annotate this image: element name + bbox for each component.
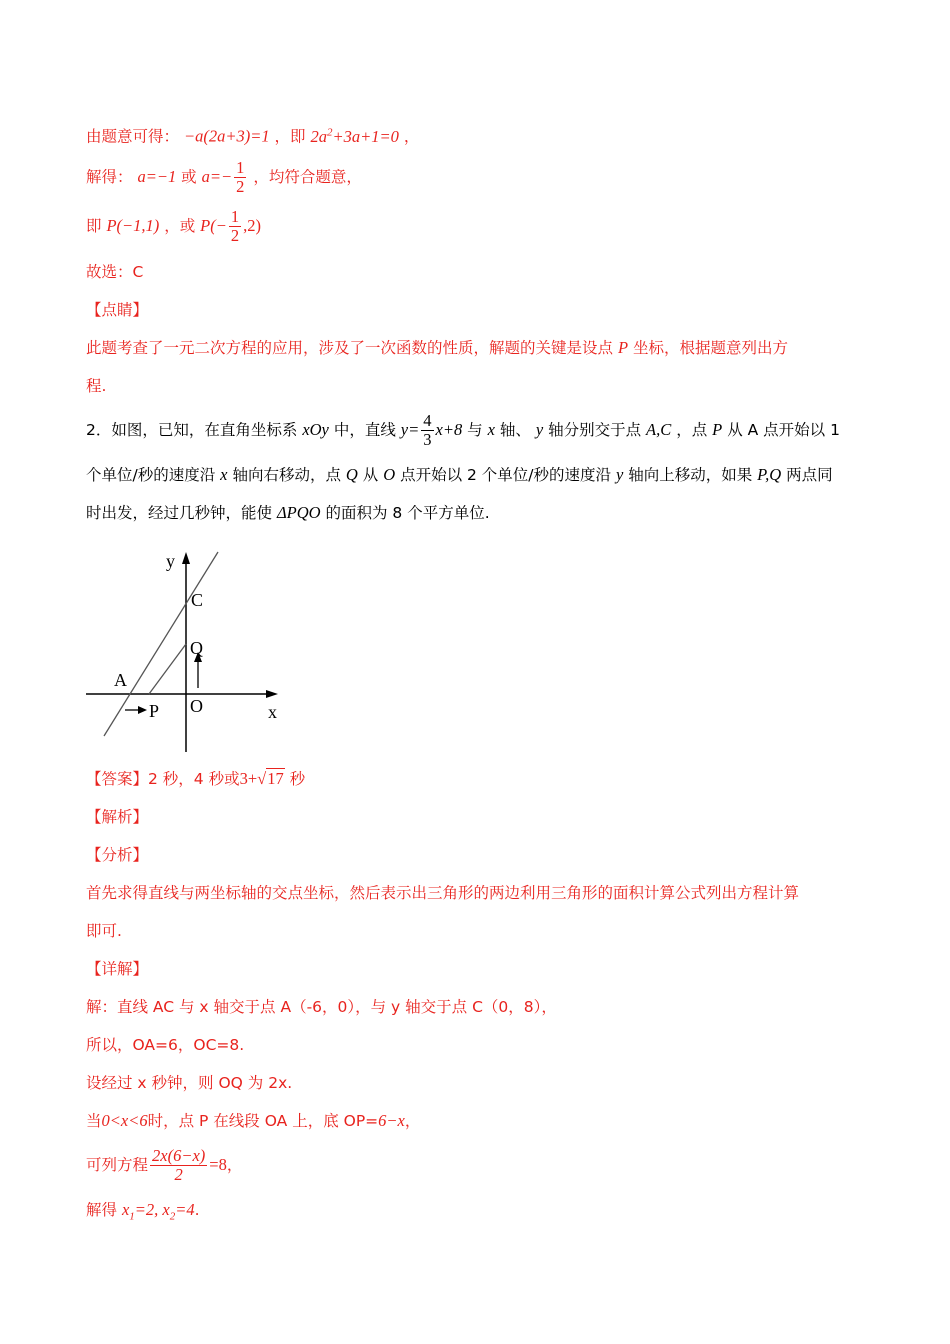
label-c: C	[191, 590, 204, 610]
fraction	[229, 208, 241, 245]
question-line-2	[86, 464, 833, 486]
denominator: 3	[423, 430, 432, 449]
comment-line-2: 程.	[86, 377, 107, 395]
detail-line-1: 解：直线 AC 与 x 轴交于点 A（-6，0），与 y 轴交于点 C（0，8），	[86, 998, 557, 1016]
comment-line-1	[86, 337, 788, 359]
section-xiangjie: 【详解】	[86, 960, 149, 978]
fraction	[150, 1147, 207, 1184]
eq-exponent: 2	[327, 126, 333, 138]
text: ，	[404, 1112, 421, 1130]
detail-line-5	[86, 1145, 242, 1185]
var: P,Q	[757, 465, 782, 484]
x-axis-arrow	[266, 690, 278, 698]
solution-line-3	[86, 206, 261, 246]
text: ，点	[676, 421, 708, 439]
point: P(−	[200, 216, 227, 235]
var: x	[487, 420, 495, 439]
numerator: 2x(6−x)	[152, 1146, 206, 1165]
text: ，均符合题意，	[253, 168, 362, 186]
text: 轴向右移动，点	[232, 466, 341, 484]
subscript: 1	[129, 1210, 135, 1223]
detail-line-3: 设经过 x 秒钟，则 OQ 为 2x.	[86, 1074, 293, 1092]
p-arrow-icon	[138, 706, 147, 714]
text: 可列方程	[86, 1156, 149, 1174]
eq-part: +3a+1=0	[332, 126, 399, 146]
var: P	[712, 420, 723, 439]
text: ，即	[274, 127, 306, 146]
text: ，	[403, 127, 420, 146]
equation: −a(2a+3)=1	[183, 126, 270, 146]
equation	[311, 127, 399, 146]
text: 解得	[86, 1201, 118, 1219]
section-jiexi: 【解析】	[86, 808, 149, 826]
section-fenxi: 【分析】	[86, 846, 149, 864]
text: 时，点 P 在线段 OA 上，底 OP=	[147, 1112, 379, 1130]
text: 2．如图，已知，在直角坐标系	[86, 421, 298, 439]
equation: a=−	[201, 167, 233, 186]
y-axis-arrow	[182, 552, 190, 564]
var: x	[121, 1200, 130, 1219]
equation: y=	[400, 420, 420, 439]
text: 个单位/秒的速度沿	[86, 466, 216, 484]
text: ，	[226, 1156, 243, 1174]
label-a: A	[114, 670, 127, 690]
eq-part: =4	[175, 1200, 195, 1219]
numerator: 1	[236, 158, 245, 177]
question-line-1	[86, 410, 840, 450]
section-dianjing: 【点睛】	[86, 301, 149, 319]
detail-line-4	[86, 1110, 420, 1132]
detail-line-6	[86, 1199, 200, 1227]
text: 轴向上移动，如果	[628, 466, 753, 484]
text: 【答案】2 秒，4 秒或	[86, 770, 240, 788]
text: 轴、	[499, 421, 531, 439]
text: 坐标，根据题意列出方	[632, 339, 788, 357]
point: ,2)	[243, 216, 262, 235]
inequality: 0<x<6	[101, 1111, 148, 1130]
label-x: x	[268, 702, 277, 722]
detail-line-2: 所以，OA=6，OC=8.	[86, 1036, 245, 1054]
text: ，或	[164, 217, 196, 235]
numerator: 4	[423, 411, 432, 430]
text: 的面积为 8 个平方单位.	[325, 504, 490, 522]
numerator: 1	[230, 207, 240, 226]
text: 与	[467, 421, 483, 439]
text: 此题考查了一元二次方程的应用，涉及了一次函数的性质，解题的关键是设点	[86, 339, 614, 357]
coordinate-figure	[86, 546, 286, 756]
answer-line	[86, 768, 305, 790]
solution-line-2	[86, 157, 362, 197]
segment-pq	[149, 644, 186, 694]
answer-choice: 故选：C	[86, 263, 144, 281]
equation: a=−1	[137, 167, 177, 186]
denominator: 2	[230, 226, 240, 245]
text: 轴分别交于点	[548, 421, 642, 439]
text: 解得：	[86, 168, 133, 186]
solutions	[121, 1200, 195, 1223]
fraction	[421, 412, 433, 449]
text: 点开始以 2 个单位/秒的速度沿	[400, 466, 612, 484]
var: y	[615, 465, 624, 484]
text: 秒	[289, 770, 306, 788]
fraction	[234, 159, 246, 196]
subscript: 2	[169, 1210, 176, 1223]
solution-line-1	[86, 121, 419, 148]
var: ΔPQO	[276, 503, 321, 522]
analysis-line-2: 即可.	[86, 922, 122, 940]
label-p: P	[149, 701, 160, 721]
eq-part: =2, x	[134, 1200, 170, 1219]
label-y: y	[166, 551, 175, 571]
text: 当	[86, 1112, 102, 1130]
sqrt-sign: √	[257, 769, 267, 788]
text: 或	[181, 168, 197, 186]
label-q: Q	[190, 638, 203, 658]
question-line-3	[86, 502, 490, 524]
var: x	[220, 465, 228, 484]
var: xOy	[302, 420, 329, 439]
denominator: 2	[174, 1165, 183, 1184]
eq-part: 2a	[310, 126, 327, 146]
sqrt-argument: 17	[267, 769, 284, 788]
var: A,C	[646, 420, 672, 439]
text: 从 A 点开始以 1	[727, 421, 840, 439]
var: Q	[345, 465, 358, 484]
expression: 6−x	[378, 1111, 405, 1130]
point: P(−1,1)	[106, 216, 160, 235]
text: 从	[362, 466, 379, 484]
denominator: 2	[236, 177, 245, 196]
text: 时出发，经过几秒钟，能使	[86, 504, 273, 522]
text: .	[194, 1201, 200, 1219]
text: 两点同	[786, 466, 833, 484]
analysis-line-1: 首先求得直线与两坐标轴的交点坐标，然后表示出三角形的两边利用三角形的面积计算公式列出方程计算	[86, 884, 800, 902]
label-o: O	[190, 696, 203, 716]
equation: x+8	[435, 420, 463, 439]
var: O	[383, 465, 396, 484]
text: 中，直线	[333, 421, 396, 439]
var: y	[535, 420, 544, 439]
text: 即	[86, 217, 102, 235]
equation: 3+	[239, 769, 258, 788]
var: P	[617, 338, 629, 357]
text: 由题意可得：	[86, 127, 180, 146]
equation: =8	[209, 1155, 227, 1174]
